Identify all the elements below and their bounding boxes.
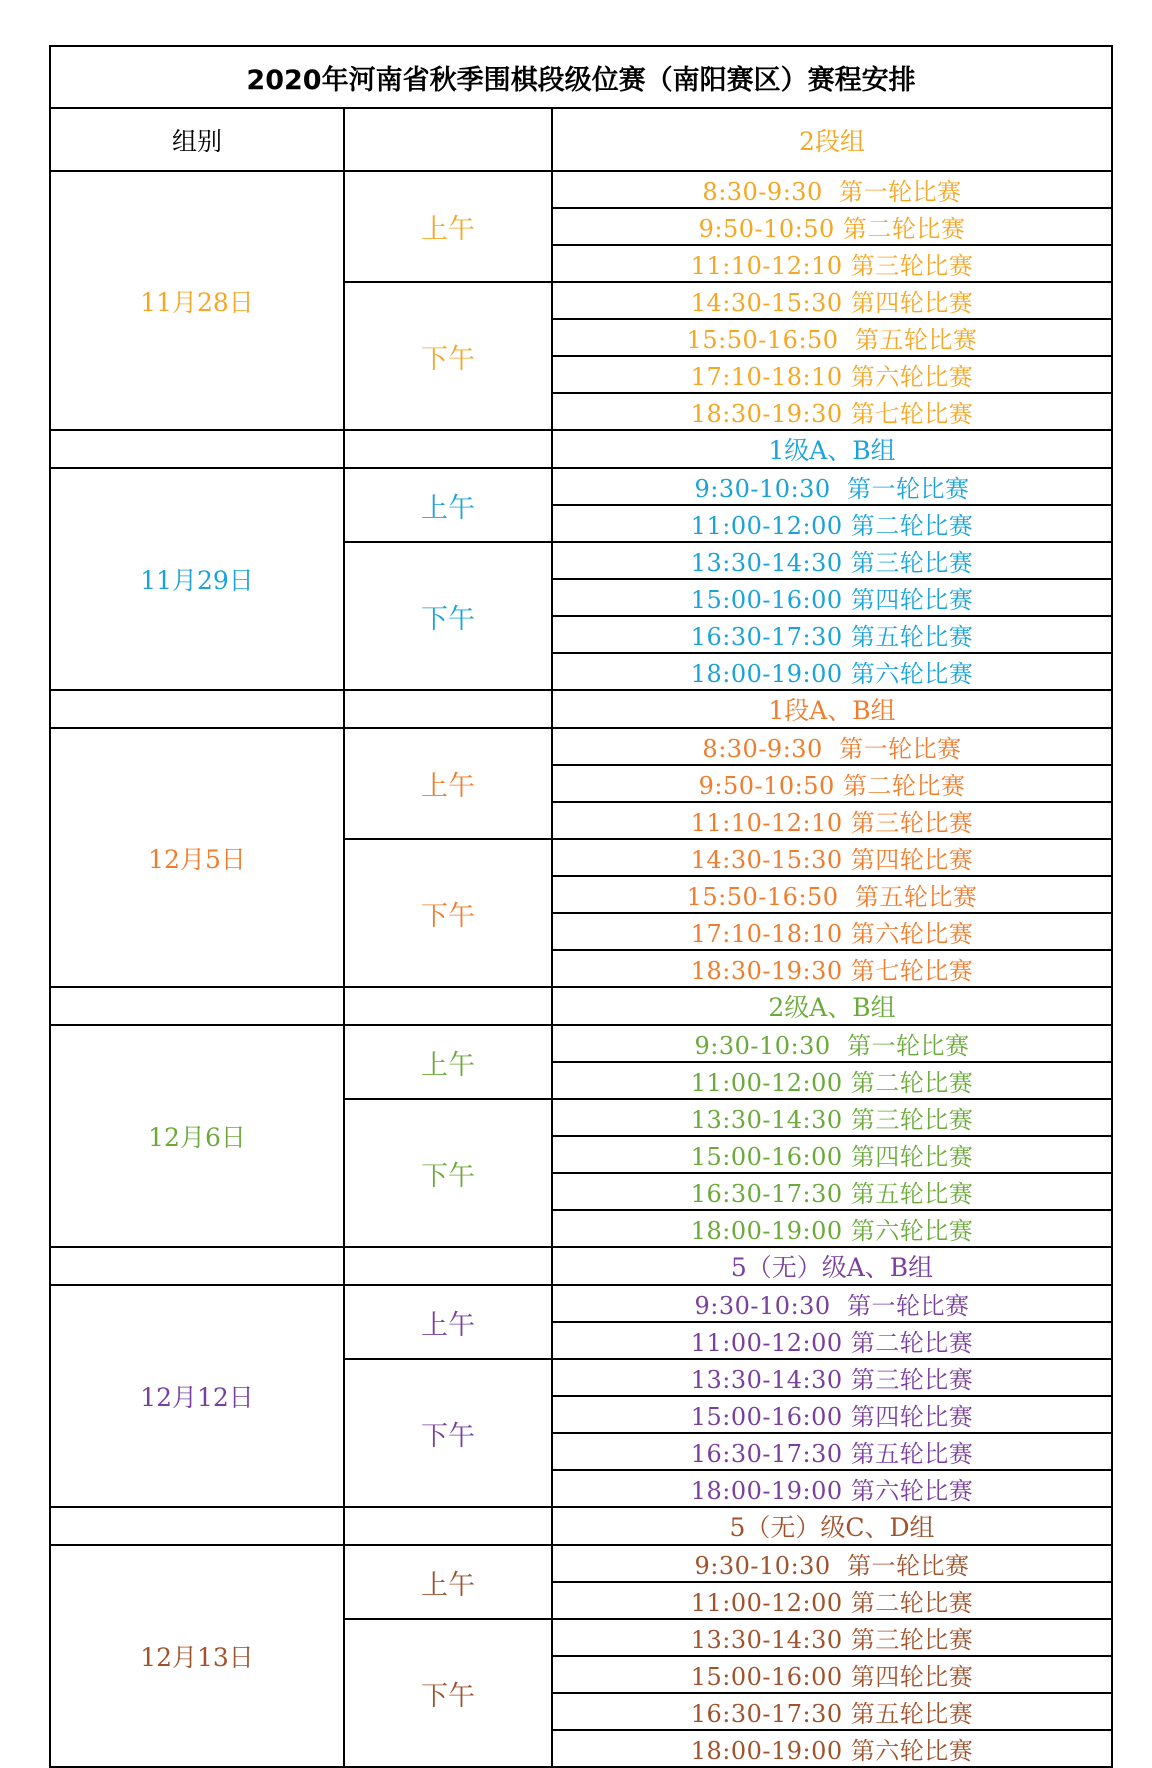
round-slot: 15:00-16:00 第四轮比赛 <box>552 579 1112 616</box>
round-slot: 16:30-17:30 第五轮比赛 <box>552 616 1112 653</box>
empty-cell <box>344 108 552 171</box>
date-cell: 12月5日 <box>50 728 344 987</box>
round-slot: 14:30-15:30 第四轮比赛 <box>552 839 1112 876</box>
group-name: 5（无）级A、B组 <box>552 1247 1112 1285</box>
afternoon-label: 下午 <box>344 1359 552 1507</box>
group-row <box>50 430 1112 468</box>
group-name: 2级A、B组 <box>552 987 1112 1025</box>
date-cell: 12月13日 <box>50 1545 344 1767</box>
group-name: 1段A、B组 <box>552 690 1112 728</box>
round-slot: 15:00-16:00 第四轮比赛 <box>552 1396 1112 1433</box>
empty-cell <box>50 430 344 468</box>
empty-cell <box>50 1507 344 1545</box>
slot-row <box>50 1285 1112 1322</box>
group-name: 2段组 <box>552 108 1112 171</box>
title-row <box>50 46 1112 108</box>
header-row <box>50 108 1112 171</box>
round-slot: 11:00-12:00 第二轮比赛 <box>552 1582 1112 1619</box>
morning-label: 上午 <box>344 1025 552 1099</box>
morning-label: 上午 <box>344 728 552 839</box>
round-slot: 15:50-16:50 第五轮比赛 <box>552 876 1112 913</box>
round-slot: 16:30-17:30 第五轮比赛 <box>552 1693 1112 1730</box>
round-slot: 15:00-16:00 第四轮比赛 <box>552 1136 1112 1173</box>
round-slot: 13:30-14:30 第三轮比赛 <box>552 542 1112 579</box>
afternoon-label: 下午 <box>344 839 552 987</box>
round-slot: 13:30-14:30 第三轮比赛 <box>552 1619 1112 1656</box>
date-cell: 12月6日 <box>50 1025 344 1247</box>
empty-cell <box>50 690 344 728</box>
round-slot: 18:00-19:00 第六轮比赛 <box>552 1470 1112 1507</box>
round-slot: 14:30-15:30 第四轮比赛 <box>552 282 1112 319</box>
morning-label: 上午 <box>344 468 552 542</box>
empty-cell <box>50 987 344 1025</box>
round-slot: 15:50-16:50 第五轮比赛 <box>552 319 1112 356</box>
schedule-body <box>50 46 1112 1767</box>
empty-cell <box>344 1507 552 1545</box>
round-slot: 11:10-12:10 第三轮比赛 <box>552 802 1112 839</box>
round-slot: 18:00-19:00 第六轮比赛 <box>552 1210 1112 1247</box>
afternoon-label: 下午 <box>344 1619 552 1767</box>
round-slot: 16:30-17:30 第五轮比赛 <box>552 1433 1112 1470</box>
morning-label: 上午 <box>344 1285 552 1359</box>
group-row <box>50 987 1112 1025</box>
empty-cell <box>344 690 552 728</box>
round-slot: 15:00-16:00 第四轮比赛 <box>552 1656 1112 1693</box>
page-title: 2020年河南省秋季围棋段级位赛（南阳赛区）赛程安排 <box>50 46 1112 108</box>
round-slot: 9:50-10:50 第二轮比赛 <box>552 765 1112 802</box>
round-slot: 8:30-9:30 第一轮比赛 <box>552 171 1112 208</box>
round-slot: 18:00-19:00 第六轮比赛 <box>552 1730 1112 1767</box>
date-cell: 11月28日 <box>50 171 344 430</box>
round-slot: 9:50-10:50 第二轮比赛 <box>552 208 1112 245</box>
group-name: 1级A、B组 <box>552 430 1112 468</box>
slot-row <box>50 1545 1112 1582</box>
slot-row <box>50 171 1112 208</box>
morning-label: 上午 <box>344 171 552 282</box>
round-slot: 11:00-12:00 第二轮比赛 <box>552 505 1112 542</box>
group-name: 5（无）级C、D组 <box>552 1507 1112 1545</box>
afternoon-label: 下午 <box>344 542 552 690</box>
round-slot: 18:30-19:30 第七轮比赛 <box>552 950 1112 987</box>
round-slot: 11:00-12:00 第二轮比赛 <box>552 1322 1112 1359</box>
morning-label: 上午 <box>344 1545 552 1619</box>
round-slot: 9:30-10:30 第一轮比赛 <box>552 1025 1112 1062</box>
round-slot: 18:30-19:30 第七轮比赛 <box>552 393 1112 430</box>
round-slot: 9:30-10:30 第一轮比赛 <box>552 468 1112 505</box>
empty-cell <box>344 430 552 468</box>
round-slot: 13:30-14:30 第三轮比赛 <box>552 1099 1112 1136</box>
date-cell: 11月29日 <box>50 468 344 690</box>
slot-row <box>50 1025 1112 1062</box>
round-slot: 17:10-18:10 第六轮比赛 <box>552 356 1112 393</box>
round-slot: 8:30-9:30 第一轮比赛 <box>552 728 1112 765</box>
afternoon-label: 下午 <box>344 1099 552 1247</box>
slot-row <box>50 468 1112 505</box>
round-slot: 11:10-12:10 第三轮比赛 <box>552 245 1112 282</box>
schedule-table <box>49 45 1113 1768</box>
group-header-label: 组别 <box>50 108 344 171</box>
slot-row <box>50 728 1112 765</box>
round-slot: 9:30-10:30 第一轮比赛 <box>552 1285 1112 1322</box>
group-row <box>50 1247 1112 1285</box>
round-slot: 16:30-17:30 第五轮比赛 <box>552 1173 1112 1210</box>
group-row <box>50 1507 1112 1545</box>
round-slot: 9:30-10:30 第一轮比赛 <box>552 1545 1112 1582</box>
empty-cell <box>344 987 552 1025</box>
empty-cell <box>344 1247 552 1285</box>
group-row <box>50 690 1112 728</box>
empty-cell <box>50 1247 344 1285</box>
date-cell: 12月12日 <box>50 1285 344 1507</box>
round-slot: 11:00-12:00 第二轮比赛 <box>552 1062 1112 1099</box>
afternoon-label: 下午 <box>344 282 552 430</box>
round-slot: 13:30-14:30 第三轮比赛 <box>552 1359 1112 1396</box>
round-slot: 18:00-19:00 第六轮比赛 <box>552 653 1112 690</box>
round-slot: 17:10-18:10 第六轮比赛 <box>552 913 1112 950</box>
